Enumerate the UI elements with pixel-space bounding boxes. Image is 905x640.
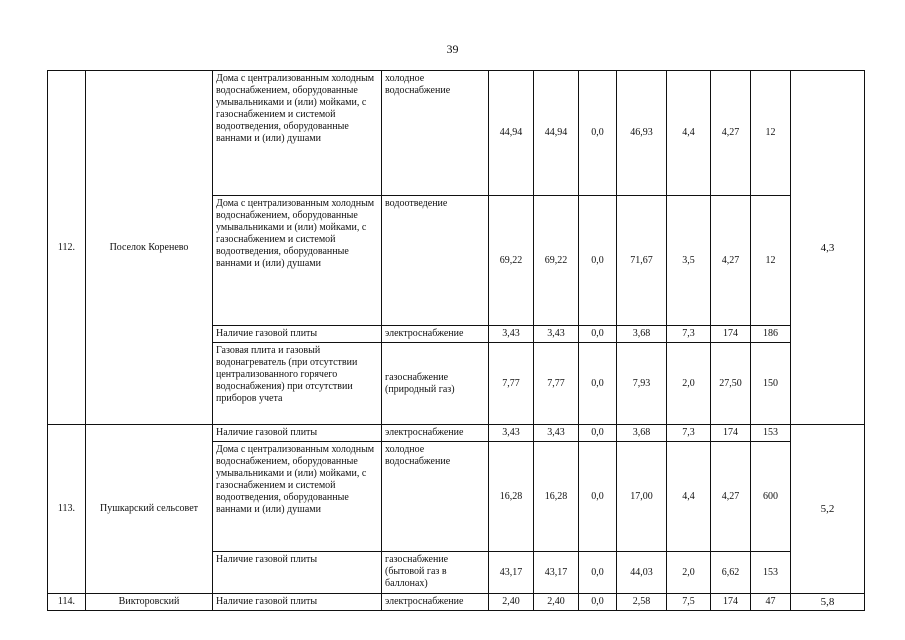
- value-cell: 174: [711, 326, 751, 343]
- service-type: холодное водоснабжение: [382, 442, 489, 552]
- value-cell: 16,28: [489, 442, 534, 552]
- value-cell: 43,17: [489, 552, 534, 594]
- value-cell: 3,43: [489, 425, 534, 442]
- consumer-category: Газовая плита и газовый водонагреватель (при отсутствии централизованного горячего водоснабжения) при отсутствии приборов учета: [213, 343, 382, 425]
- value-cell: 150: [751, 343, 791, 425]
- value-cell: 4,27: [711, 71, 751, 196]
- table-row: [48, 594, 865, 611]
- value-cell: 0,0: [579, 343, 617, 425]
- consumer-category: Наличие газовой плиты: [213, 326, 382, 343]
- consumer-category: Наличие газовой плиты: [213, 425, 382, 442]
- value-cell: 7,93: [617, 343, 667, 425]
- value-cell: 2,58: [617, 594, 667, 611]
- value-cell: 17,00: [617, 442, 667, 552]
- value-cell: 0,0: [579, 71, 617, 196]
- service-type: газоснабжение (природный газ): [382, 343, 489, 425]
- service-type: холодное водоснабжение: [382, 71, 489, 196]
- value-cell: 7,5: [667, 594, 711, 611]
- value-cell: 0,0: [579, 552, 617, 594]
- consumer-category: Дома с централизованным холодным водоснабжением, оборудованные умывальниками и (или) мойками, с газоснабжением и системой водоотведения, оборудованные ваннами и (или) душами: [213, 196, 382, 326]
- value-cell: 4,27: [711, 442, 751, 552]
- value-cell: 153: [751, 552, 791, 594]
- value-cell: 47: [751, 594, 791, 611]
- value-cell: 44,94: [534, 71, 579, 196]
- value-cell: 0,0: [579, 442, 617, 552]
- settlement-name: Викторовский: [86, 594, 213, 611]
- value-cell: 3,43: [534, 425, 579, 442]
- service-type: газоснабжение (бытовой газ в баллонах): [382, 552, 489, 594]
- total-index: 4,3: [791, 71, 865, 425]
- value-cell: 6,62: [711, 552, 751, 594]
- total-index: 5,8: [791, 594, 865, 611]
- row-number: 114.: [48, 594, 86, 611]
- value-cell: 174: [711, 594, 751, 611]
- value-cell: 4,4: [667, 71, 711, 196]
- consumer-category: Дома с централизованным холодным водоснабжением, оборудованные умывальниками и (или) мойками, с газоснабжением и системой водоотведения, оборудованные ваннами и (или) душами: [213, 71, 382, 196]
- consumer-category: Наличие газовой плиты: [213, 594, 382, 611]
- consumer-category: Дома с централизованным холодным водоснабжением, оборудованные умывальниками и (или) мойками, с газоснабжением и системой водоотведения, оборудованные ваннами и (или) душами: [213, 442, 382, 552]
- value-cell: 0,0: [579, 326, 617, 343]
- value-cell: 186: [751, 326, 791, 343]
- value-cell: 71,67: [617, 196, 667, 326]
- value-cell: 4,4: [667, 442, 711, 552]
- value-cell: 3,43: [534, 326, 579, 343]
- value-cell: 12: [751, 196, 791, 326]
- value-cell: 27,50: [711, 343, 751, 425]
- settlement-name: Пушкарский сельсовет: [86, 425, 213, 594]
- value-cell: 2,0: [667, 552, 711, 594]
- page-number: 39: [446, 42, 459, 56]
- value-cell: 12: [751, 71, 791, 196]
- row-number: 113.: [48, 425, 86, 594]
- value-cell: 2,0: [667, 343, 711, 425]
- value-cell: 174: [711, 425, 751, 442]
- value-cell: 3,5: [667, 196, 711, 326]
- value-cell: 46,93: [617, 71, 667, 196]
- service-type: электроснабжение: [382, 326, 489, 343]
- service-type: электроснабжение: [382, 594, 489, 611]
- value-cell: 43,17: [534, 552, 579, 594]
- value-cell: 16,28: [534, 442, 579, 552]
- value-cell: 153: [751, 425, 791, 442]
- service-type: водоотведение: [382, 196, 489, 326]
- value-cell: 2,40: [534, 594, 579, 611]
- value-cell: 2,40: [489, 594, 534, 611]
- total-index: 5,2: [791, 425, 865, 594]
- value-cell: 7,3: [667, 326, 711, 343]
- value-cell: 44,94: [489, 71, 534, 196]
- table-row: [48, 425, 865, 442]
- value-cell: 3,43: [489, 326, 534, 343]
- value-cell: 600: [751, 442, 791, 552]
- value-cell: 7,3: [667, 425, 711, 442]
- table-row: [48, 71, 865, 196]
- row-number: 112.: [48, 71, 86, 425]
- value-cell: 3,68: [617, 425, 667, 442]
- settlement-name: Поселок Коренево: [86, 71, 213, 425]
- consumer-category: Наличие газовой плиты: [213, 552, 382, 594]
- value-cell: 0,0: [579, 594, 617, 611]
- value-cell: 0,0: [579, 196, 617, 326]
- value-cell: 7,77: [534, 343, 579, 425]
- value-cell: 69,22: [534, 196, 579, 326]
- value-cell: 69,22: [489, 196, 534, 326]
- service-type: электроснабжение: [382, 425, 489, 442]
- value-cell: 4,27: [711, 196, 751, 326]
- value-cell: 3,68: [617, 326, 667, 343]
- value-cell: 0,0: [579, 425, 617, 442]
- value-cell: 44,03: [617, 552, 667, 594]
- tariff-table: [47, 70, 865, 611]
- value-cell: 7,77: [489, 343, 534, 425]
